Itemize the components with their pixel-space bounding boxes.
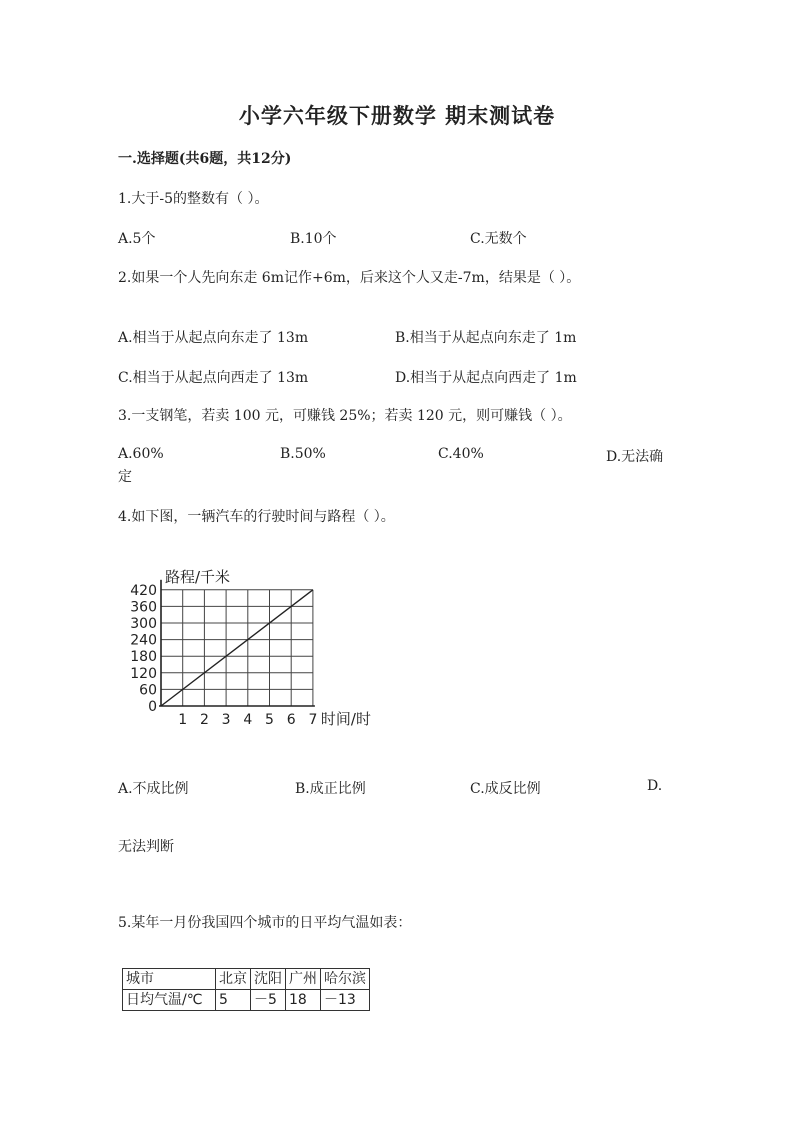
x-tick-label: 2 xyxy=(199,712,209,728)
question-3-option-b: B.50% xyxy=(280,446,326,462)
question-1-option-a: A.5个 xyxy=(118,231,156,247)
x-tick-label: 5 xyxy=(265,712,274,728)
question-4-option-d: D. xyxy=(647,778,663,794)
table-header-row xyxy=(123,969,370,990)
question-4-option-d-wrap: 无法判断 xyxy=(118,839,174,855)
table-cell: 5 xyxy=(216,990,251,1011)
table-header-cell: 沈阳 xyxy=(251,969,286,990)
table-row xyxy=(123,990,370,1011)
y-tick-label: 180 xyxy=(130,649,157,666)
section-heading: 一.选择题(共6题，共12分) xyxy=(118,151,292,167)
table-cell: 18 xyxy=(286,990,321,1011)
table-cell: －13 xyxy=(321,990,370,1011)
table-cell: 日均气温/℃ xyxy=(123,990,216,1011)
question-1-option-b: B.10个 xyxy=(290,231,337,247)
table-header-cell: 哈尔滨 xyxy=(321,969,370,990)
question-4-option-a: A.不成比例 xyxy=(118,781,189,797)
question-3-option-c: C.40% xyxy=(438,446,484,462)
table-header-cell: 广州 xyxy=(286,969,321,990)
y-tick-label: 0 xyxy=(148,699,157,715)
x-tick-label: 1 xyxy=(178,712,188,728)
y-tick-label: 240 xyxy=(130,632,157,649)
question-1-option-c: C.无数个 xyxy=(470,231,527,247)
question-2-option-c: C.相当于从起点向西走了 13m xyxy=(118,370,309,386)
question-3-stem: 3.一支钢笔，若卖 100 元，可赚钱 25%；若卖 120 元，则可赚钱（ ）。 xyxy=(118,408,572,424)
question-2-option-a: A.相当于从起点向东走了 13m xyxy=(118,330,309,346)
question-2-option-b: B.相当于从起点向东走了 1m xyxy=(395,330,577,346)
question-3-option-d-wrap: 定 xyxy=(118,469,132,485)
x-tick-label: 4 xyxy=(243,712,253,728)
table-header-cell: 北京 xyxy=(216,969,251,990)
y-tick-label: 60 xyxy=(139,682,157,699)
x-tick-label: 7 xyxy=(308,712,318,728)
question-2-option-d: D.相当于从起点向西走了 1m xyxy=(395,370,577,386)
question-3-option-a: A.60% xyxy=(118,446,164,462)
x-axis-label: 时间/时 xyxy=(320,710,371,728)
table-cell: －5 xyxy=(251,990,286,1011)
y-axis-label: 路程/千米 xyxy=(165,567,231,586)
page-title: 小学六年级下册数学 期末测试卷 xyxy=(238,103,556,128)
y-tick-label: 360 xyxy=(130,599,157,616)
question-4-stem: 4.如下图，一辆汽车的行驶时间与路程（ ）。 xyxy=(118,509,395,525)
question-1-stem: 1.大于-5的整数有（ ）。 xyxy=(118,191,269,207)
distance-time-chart xyxy=(118,558,408,738)
question-3-option-d: D.无法确 xyxy=(606,449,664,465)
x-tick-label: 6 xyxy=(286,712,296,728)
y-tick-label: 300 xyxy=(130,616,157,632)
y-tick-label: 420 xyxy=(130,582,157,599)
question-5-stem: 5.某年一月份我国四个城市的日平均气温如表： xyxy=(118,915,412,931)
distance-time-line xyxy=(161,590,313,706)
x-tick-label: 3 xyxy=(221,712,231,728)
temperature-table xyxy=(122,968,370,1011)
table-header-cell: 城市 xyxy=(123,969,216,990)
question-4-option-c: C.成反比例 xyxy=(470,781,541,797)
question-4-option-b: B.成正比例 xyxy=(295,781,366,797)
question-2-stem: 2.如果一个人先向东走 6m记作+6m，后来这个人又走-7m，结果是（ ）。 xyxy=(118,270,581,286)
y-tick-label: 120 xyxy=(130,665,157,682)
